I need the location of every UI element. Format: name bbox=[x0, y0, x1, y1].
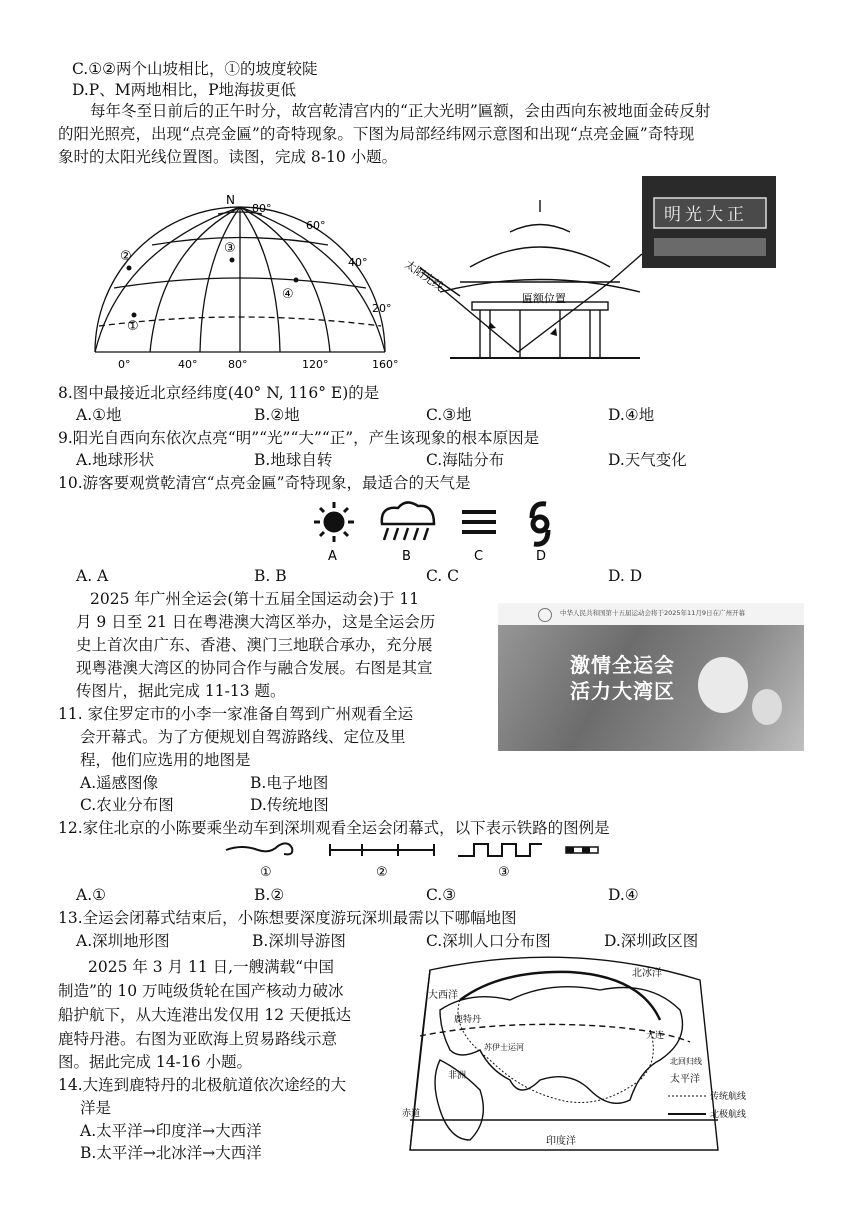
map-legend bbox=[666, 1088, 756, 1122]
point-label: ④ bbox=[282, 287, 294, 302]
symbol-label: B bbox=[402, 549, 411, 564]
lon-label: 120° bbox=[302, 358, 329, 370]
trade-route-map bbox=[400, 950, 740, 1160]
q13-option-a[interactable]: A.深圳地形图 bbox=[76, 932, 170, 950]
q12-option-b[interactable]: B.② bbox=[254, 886, 285, 904]
lon-label: 80° bbox=[228, 358, 248, 370]
symbol-label: C bbox=[474, 549, 484, 564]
q11-stem: 会开幕式。为了方便规划自驾游路线、定位及里 bbox=[80, 728, 406, 746]
port-label: 大连 bbox=[646, 1031, 665, 1041]
typhoon-icon bbox=[532, 504, 548, 544]
q11-option-c[interactable]: C.农业分布图 bbox=[80, 796, 174, 814]
lat-label: 40° bbox=[348, 256, 368, 269]
sun-icon bbox=[314, 502, 354, 542]
q11-option-a[interactable]: A.遥感图像 bbox=[80, 774, 159, 792]
q9-option-d[interactable]: D.天气变化 bbox=[608, 451, 687, 469]
q14-option-b[interactable]: B.太平洋→北冰洋→大西洋 bbox=[80, 1144, 262, 1162]
q8-option-d[interactable]: D.④地 bbox=[608, 406, 655, 424]
intro-text: 制造”的 10 万吨级货轮在国产核动力破冰 bbox=[58, 982, 344, 1000]
ocean-label: 北冰洋 bbox=[632, 968, 662, 979]
ocean-label: 印度洋 bbox=[546, 1136, 576, 1147]
promo-banner bbox=[498, 603, 804, 751]
palace-sunlight-diagram bbox=[400, 172, 780, 364]
q12-stem: 12.家住北京的小陈要乘坐动车到深圳观看全运会闭幕式，以下表示铁路的图例是 bbox=[58, 819, 610, 837]
equator-label: 赤道 bbox=[402, 1109, 421, 1119]
q12-option-c[interactable]: C.③ bbox=[426, 886, 457, 904]
intro-text: 2025 年 3 月 11 日,一艘满载“中国 bbox=[88, 958, 335, 976]
canal-label: 苏伊士运河 bbox=[484, 1043, 524, 1052]
q12-option-a[interactable]: A.① bbox=[76, 886, 107, 904]
q14-stem: 洋是 bbox=[80, 1099, 112, 1117]
intro-text: 的阳光照亮，出现“点亮金匾”的奇特现象。下图为局部经纬网示意图和出现“点亮金匾”奇特现 bbox=[58, 125, 695, 143]
intro-text: 象时的太阳光线位置图。读图，完成 8-10 小题。 bbox=[58, 148, 398, 166]
q10-option-c[interactable]: C. C bbox=[426, 567, 460, 585]
q12-option-d[interactable]: D.④ bbox=[608, 886, 639, 904]
intro-text: 每年冬至日前后的正午时分，故宫乾清宫内的“正大光明”匾额，会由西向东被地面金砖反射 bbox=[90, 102, 711, 120]
intro-text: 现粤港澳大湾区的协同合作与融合发展。右图是其宣 bbox=[76, 659, 433, 677]
q14-stem: 14.大连到鹿特丹的北极航道依次途经的大 bbox=[58, 1076, 347, 1094]
option-c: C.①②两个山坡相比，①的坡度较陡 bbox=[72, 60, 318, 78]
weather-symbols bbox=[306, 496, 566, 566]
point-label: ② bbox=[120, 249, 132, 264]
q11-option-b[interactable]: B.电子地图 bbox=[250, 774, 329, 792]
q11-stem: 程，他们应选用的地图是 bbox=[80, 751, 251, 769]
rain-cloud-icon bbox=[382, 502, 434, 540]
q11-stem: 11. 家住罗定市的小李一家准备自驾到广州观看全运 bbox=[58, 705, 414, 723]
q8-option-b[interactable]: B.②地 bbox=[254, 406, 300, 424]
fog-icon bbox=[462, 512, 496, 532]
port-label: 鹿特丹 bbox=[454, 1015, 482, 1025]
lat-label: 60° bbox=[306, 219, 326, 232]
intro-text: 月 9 日至 21 日在粤港澳大湾区举办，这是全运会历 bbox=[76, 613, 436, 631]
q10-option-a[interactable]: A. A bbox=[76, 567, 109, 585]
q8-stem: 8.图中最接近北京经纬度(40° N, 116° E)的是 bbox=[58, 384, 380, 402]
lon-label: 160° bbox=[372, 358, 399, 370]
legend-label: ① bbox=[260, 865, 272, 880]
intro-text: 2025 年广州全运会(第十五届全国运动会)于 11 bbox=[90, 590, 420, 608]
ocean-label: 太平洋 bbox=[670, 1074, 700, 1085]
point-label: ③ bbox=[224, 241, 236, 256]
q8-option-c[interactable]: C.③地 bbox=[426, 406, 472, 424]
q9-option-c[interactable]: C.海陆分布 bbox=[426, 451, 505, 469]
plaque-text: 明光大正 bbox=[664, 205, 748, 225]
intro-text: 鹿特丹港。右图为亚欧海上贸易路线示意 bbox=[58, 1030, 338, 1048]
banner-slogan: 活力大湾区 bbox=[570, 679, 675, 703]
plaque-position-label: 匾额位置 bbox=[522, 292, 566, 305]
q13-option-c[interactable]: C.深圳人口分布图 bbox=[426, 932, 551, 950]
point-label: ① bbox=[127, 319, 139, 334]
option-d: D.P、M两地相比，P地海拔更低 bbox=[72, 81, 297, 99]
q10-option-d[interactable]: D. D bbox=[608, 567, 643, 585]
sun-ray-label: 太阳光线 bbox=[402, 257, 446, 294]
symbol-label: A bbox=[328, 549, 337, 564]
mascot-image bbox=[698, 657, 748, 713]
q8-option-a[interactable]: A.①地 bbox=[76, 406, 122, 424]
railway-legends bbox=[222, 838, 602, 882]
q10-stem: 10.游客要观赏乾清宫“点亮金匾”奇特现象，最适合的天气是 bbox=[58, 474, 471, 492]
graticule-diagram bbox=[80, 190, 400, 370]
lon-label: 40° bbox=[178, 358, 198, 370]
legend-label: ② bbox=[376, 865, 388, 880]
q13-option-b[interactable]: B.深圳导游图 bbox=[252, 932, 346, 950]
continent-label: 非洲 bbox=[448, 1071, 467, 1081]
legend-label: 北极航线 bbox=[710, 1110, 747, 1120]
mascot-image bbox=[752, 689, 782, 725]
lat-label: 80° bbox=[252, 202, 272, 215]
ocean-label: 大西洋 bbox=[428, 990, 458, 1001]
q9-option-a[interactable]: A.地球形状 bbox=[76, 451, 155, 469]
banner-slogan: 激情全运会 bbox=[570, 653, 675, 677]
q14-option-a[interactable]: A.太平洋→印度洋→大西洋 bbox=[80, 1122, 262, 1140]
q9-option-b[interactable]: B.地球自转 bbox=[254, 451, 333, 469]
intro-text: 史上首次由广东、香港、澳门三地联合承办，充分展 bbox=[76, 636, 433, 654]
north-label: N bbox=[226, 193, 235, 207]
lon-label: 0° bbox=[118, 358, 131, 370]
q10-option-b[interactable]: B. B bbox=[254, 567, 287, 585]
legend-label: ③ bbox=[498, 865, 510, 880]
intro-text: 图。据此完成 14-16 小题。 bbox=[58, 1053, 253, 1071]
q11-option-d[interactable]: D.传统地图 bbox=[250, 796, 329, 814]
intro-text: 传图片，据此完成 11-13 题。 bbox=[76, 682, 286, 700]
legend-label: 传统航线 bbox=[710, 1092, 747, 1102]
logo-icon bbox=[538, 608, 552, 622]
q9-stem: 9.阳光自西向东依次点亮“明”“光”“大”“正”，产生该现象的根本原因是 bbox=[58, 429, 540, 447]
symbol-label: D bbox=[536, 549, 547, 564]
tropic-label: 北回归线 bbox=[670, 1057, 702, 1066]
banner-header: 中华人民共和国第十五届运动会将于2025年11月9日在广州开幕 bbox=[560, 609, 745, 617]
q13-option-d[interactable]: D.深圳政区图 bbox=[604, 932, 699, 950]
lat-label: 20° bbox=[372, 302, 392, 315]
intro-text: 船护航下，从大连港出发仅用 12 天便抵达 bbox=[58, 1006, 352, 1024]
q13-stem: 13.全运会闭幕式结束后，小陈想要深度游玩深圳最需以下哪幅地图 bbox=[58, 909, 517, 927]
